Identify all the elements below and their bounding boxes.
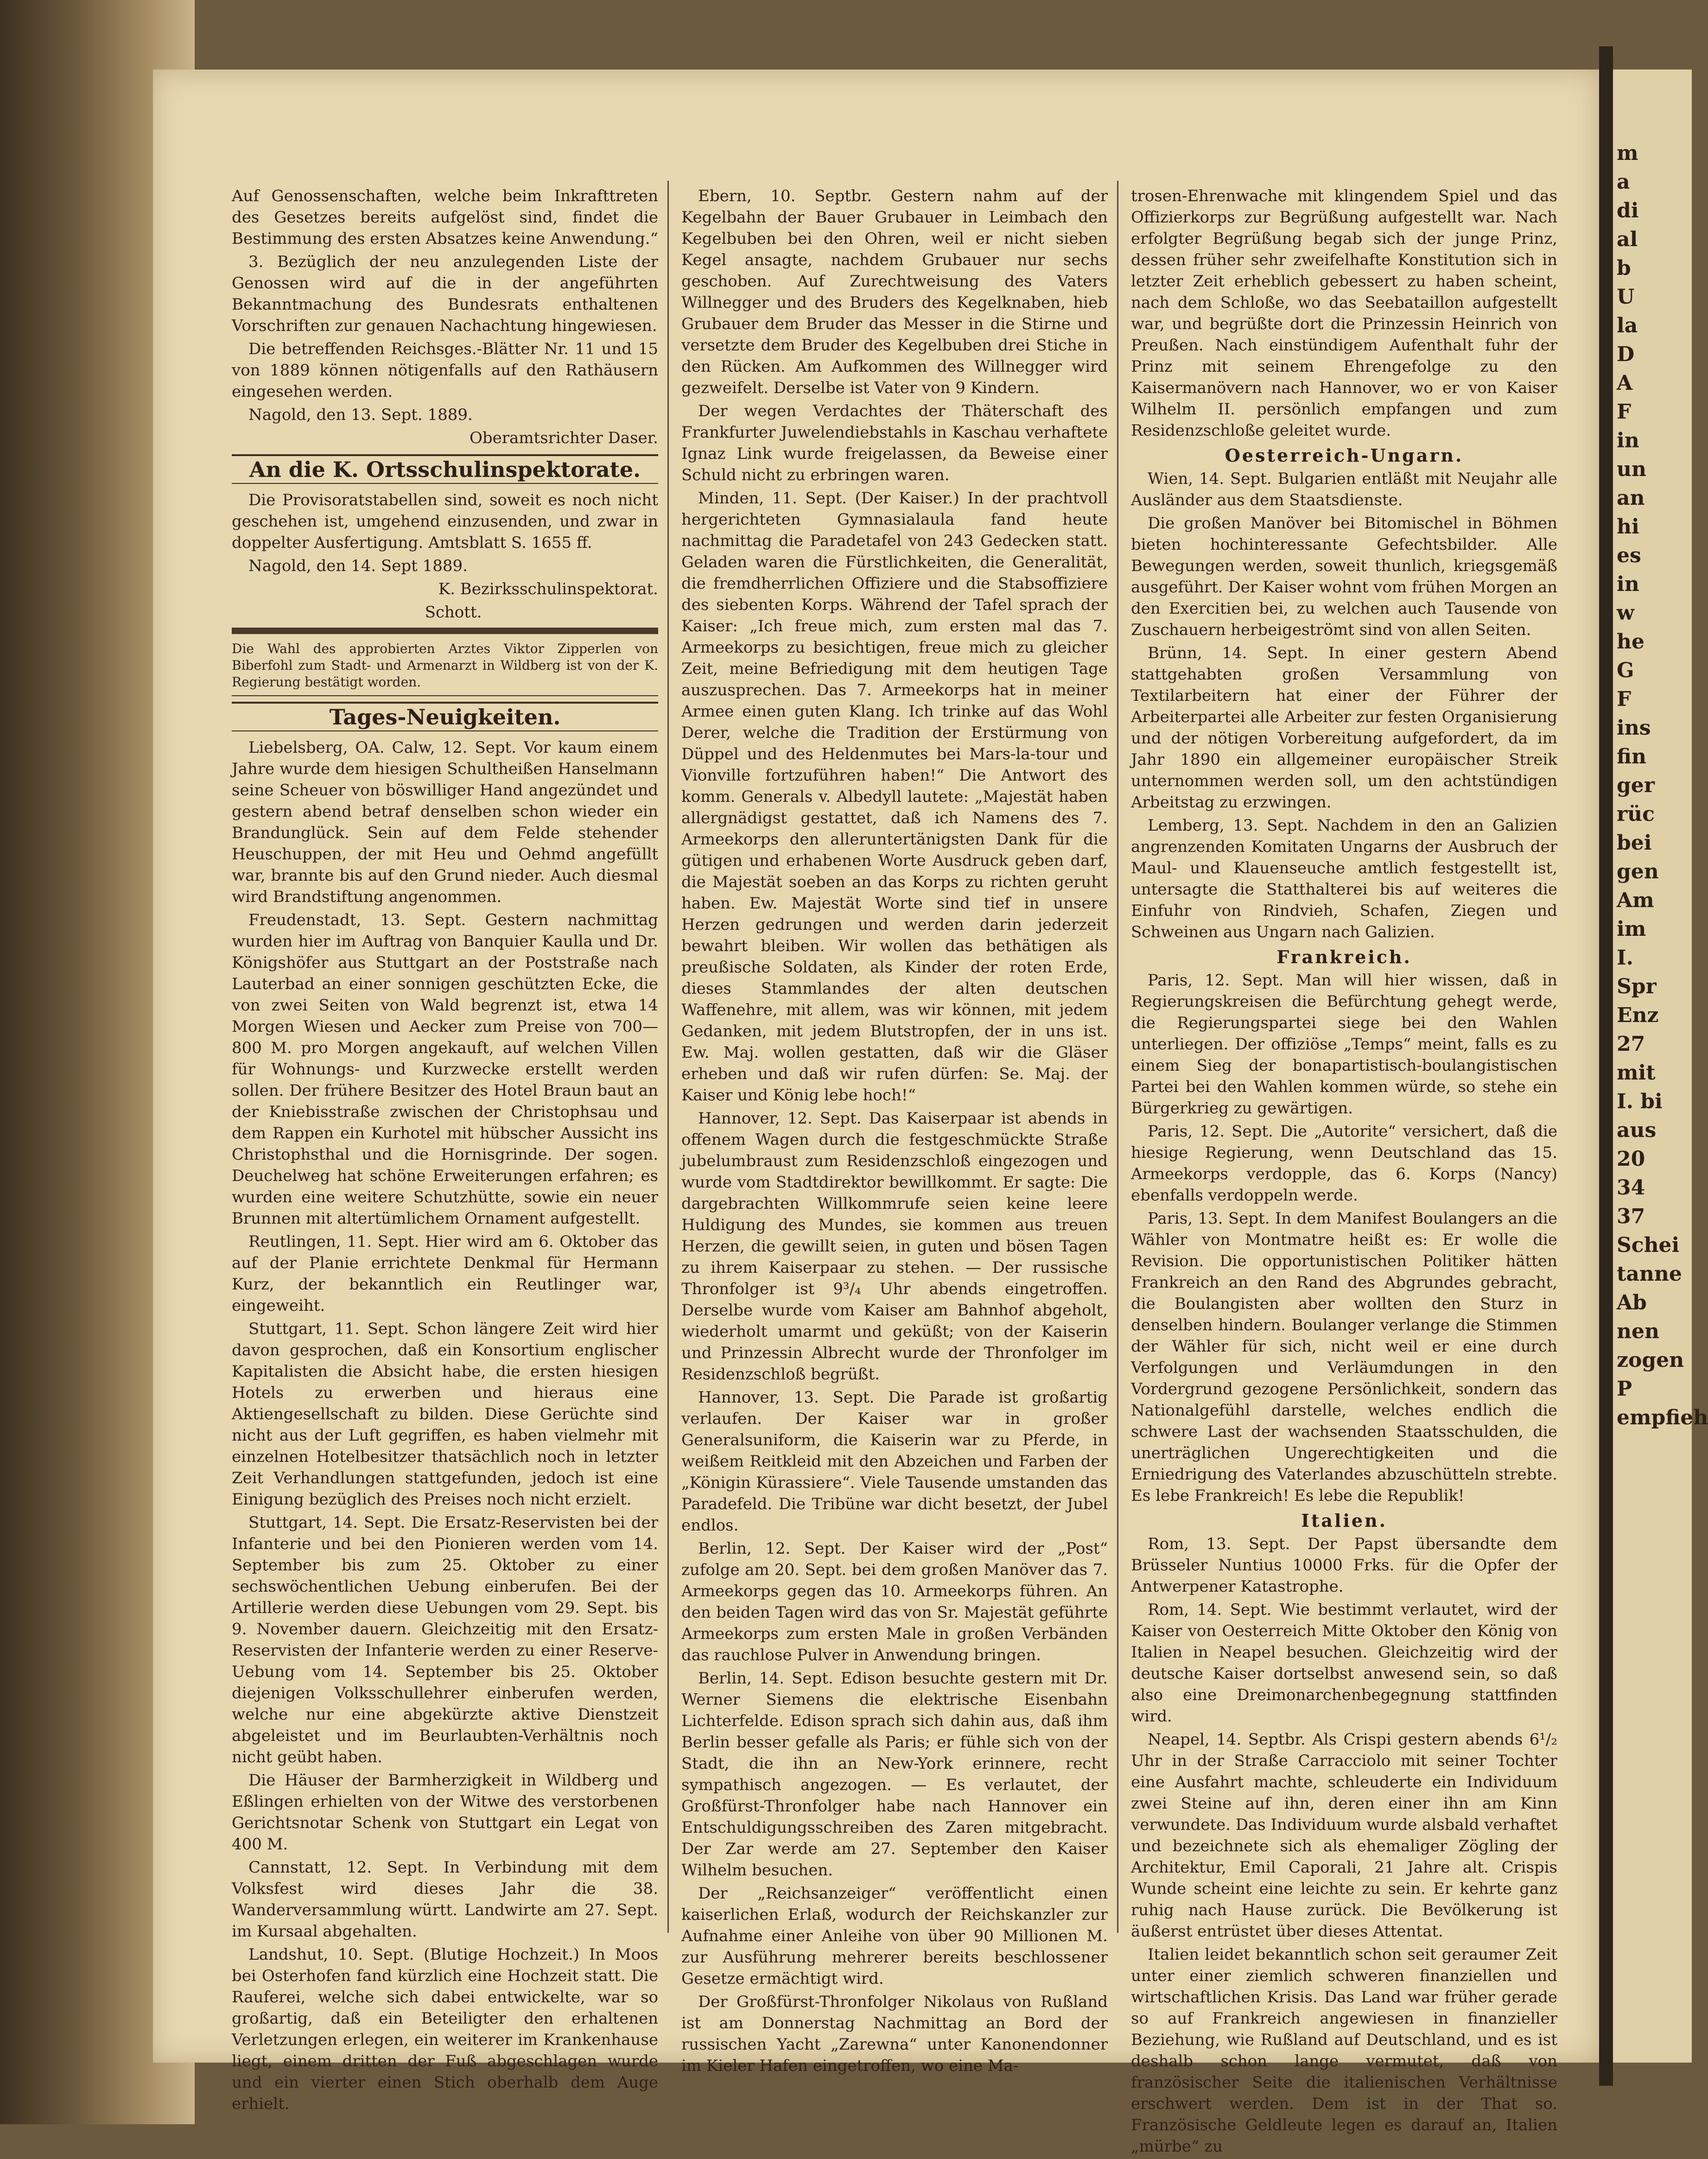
adjacent-page-fragment: he — [1617, 630, 1645, 654]
adjacent-page-fragment: la — [1617, 314, 1638, 337]
news-item: Hannover, 12. Sept. Das Kaiserpaar ist abends in offenem Wagen durch die festgeschmückte Straße jubelumbraust zum Residenzschloß eingezogen und wurde vom Stadtdirektor bewillkommt. Er sagte: Die dargebrachten Willkommrufe seien keine leere Huldigung des Mundes, sie kommen aus treuen Herzen, die gewillt seien, in guten und bösen Tagen zu ihrem Kaiserpaar zu stehen. — Der russische Thronfolger ist 9³/₄ Uhr abends eingetroffen. Derselbe wurde vom Kaiser am Bahnhof abgeholt, wiederholt umarmt und geküßt; von der Kaiserin und Prinzessin Albrecht wurde der Thronfolger im Residenzschloß begrüßt. — [681, 1109, 1108, 1384]
column-3 — [1131, 185, 1557, 2159]
news-item: Ebern, 10. Septbr. Gestern nahm auf der Kegelbahn der Bauer Grubauer in Leimbach den Kegelbuben bei den Ohren, weil er nicht sieben Kegel ansagte, nachdem Grubauer nur sechs geschoben. Auf Zurechtweisung des Vaters Willnegger und des Bruders des Kegelknaben, hieb Grubauer dem Bruder das Messer in die Stirne und versetzte dem Bruder des Kegelbuben drei Stiche in den Rücken. Am Aufkommen des Willnegger wird gezweifelt. Derselbe ist Vater von 9 Kindern. — [681, 187, 1108, 397]
adjacent-page-fragment: a — [1617, 170, 1630, 194]
adjacent-page-fragment: bei — [1617, 831, 1652, 855]
adjacent-page-fragment: in — [1617, 429, 1639, 452]
article-text: Die betreffenden Reichsges.-Blätter Nr. 11 und 15 von 1889 können nötigenfalls auf den Rathäusern eingesehen werden. — [232, 340, 658, 401]
country-heading: Italien. — [1301, 1510, 1387, 1531]
adjacent-page-fragment: tanne — [1617, 1262, 1682, 1286]
adjacent-page-fragment: an — [1617, 486, 1645, 510]
column-rule-2 — [1117, 181, 1118, 1933]
news-item: Hannover, 13. Sept. Die Parade ist großartig verlaufen. Der Kaiser war in großer Generalsuniform, die Kaiserin war zu Pferde, in weißem Reitkleid mit den Abzeichen und Farben der „Königin Kürassiere“. Viele Tausende umstanden das Paradefeld. Die Tribüne war dicht besetzt, der Jubel endlos. — [681, 1388, 1108, 1535]
page-gutter — [1599, 46, 1613, 2086]
news-item: Die Häuser der Barmherzigkeit in Wildberg und Eßlingen erhielten von der Witwe des verstorbenen Gerichtsnotar Schenk von Stuttgart ein Legat von 400 M. — [232, 1771, 658, 1854]
news-item: Wien, 14. Sept. Bulgarien entläßt mit Neujahr alle Ausländer aus dem Staatsdienste. — [1131, 470, 1557, 509]
adjacent-page-fragment: di — [1617, 199, 1639, 222]
adjacent-page-fragment: mit — [1617, 1061, 1656, 1085]
column-1 — [232, 185, 658, 2116]
adjacent-page-fragment: es — [1617, 544, 1641, 567]
column-rule-1 — [667, 181, 669, 1933]
news-item: Rom, 13. Sept. Der Papst übersandte dem Brüsseler Nuntius 10000 Frks. für die Opfer der Antwerpener Katastrophe. — [1131, 1535, 1557, 1596]
adjacent-page-fragment: U — [1617, 285, 1635, 309]
adjacent-page-fragment: ger — [1617, 774, 1655, 797]
adjacent-page-fragment: Schei — [1617, 1233, 1680, 1257]
news-item: Stuttgart, 14. Sept. Die Ersatz-Reservisten bei der Infanterie und bei den Pionieren werden vom 14. September bis zum 25. Oktober zu einer sechswöchentlichen Uebung einberufen. Bei der Artillerie werden diese Uebungen vom 29. Sept. bis 9. November dauern. Gleichzeitig mit den Ersatz-Reservisten der Infanterie werden zu einer Reserve-Uebung vom 14. September bis 25. Oktober diejenigen Volksschullehrer einberufen werden, welche nur eine abgekürzte aktive Dienstzeit abgeleistet und im Beurlaubten-Verhältnis noch nicht geübt haben. — [232, 1513, 658, 1766]
adjacent-page-fragment: ins — [1617, 716, 1651, 740]
country-heading: Frankreich. — [1276, 946, 1412, 967]
article-text: 3. Bezüglich der neu anzulegenden Liste der Genossen wird auf die in der angeführten Bekanntmachung des Bundesrats enthaltenen Vorschriften zur genauen Nachachtung hingewiesen. — [232, 253, 658, 335]
signature-office: K. Bezirksschulinspektorat. — [438, 580, 658, 598]
adjacent-page-fragment: D — [1617, 343, 1635, 366]
section-heading: An die K. Ortsschulinspektorate. — [232, 454, 658, 484]
news-item: Neapel, 14. Septbr. Als Crispi gestern abends 6¹/₂ Uhr in der Straße Carracciolo mit seiner Tochter eine Ausfahrt machte, schleuderte ein Individuum zwei Steine auf ihn, deren einer ihn am Kinn verwundete. Das Individuum wurde alsbald verhaftet und bezeichnete sich als ehemaliger Zögling der Architektur, Emil Caporali, 21 Jahre alt. Crispis Wunde scheint eine leichte zu sein. Er kehrte ganz ruhig nach Hause zurück. Die Bevölkerung ist äußerst entrüstet über dieses Attentat. — [1131, 1730, 1558, 1941]
news-item: Berlin, 12. Sept. Der Kaiser wird der „Post“ zufolge am 20. Sept. bei dem großen Manöver das 7. Armeekorps gegen das 10. Armeekorps führen. An den beiden Tagen wird das von Sr. Majestät geführte Armeekorps zum ersten Male in großen Verbänden das rauchlose Pulver in Anwendung bringen. — [681, 1539, 1108, 1664]
column-2 — [681, 185, 1108, 2078]
news-item: Freudenstadt, 13. Sept. Gestern nachmittag wurden hier im Auftrag von Banquier Kaulla und Dr. Königshöfer aus Stuttgart an der Poststraße nach Lauterbad an einer sonnigen geschützten Ecke, die von zwei Seiten von Wald begrenzt ist, etwa 14 Morgen Wiesen und Aecker zum Preise von 700—800 M. pro Morgen angekauft, auf welchen Villen für Wohnungs- und Kurzwecke erstellt werden sollen. Der frühere Besitzer des Hotel Braun baut an der Kniebisstraße zwischen der Christophsau und dem Rappen ein Kurhotel mit hübscher Aussicht ins Christophsthal und die Hornisgrinde. Der sogen. Deuchelweg hat schöne Erweiterungen erfahren; es wurden eine weitere Schutzhütte, sowie ein neuer Brunnen mit altertümlichem Ornament aufgestellt. — [232, 911, 658, 1228]
adjacent-page-fragment: 20 — [1617, 1147, 1645, 1171]
news-item: Paris, 12. Sept. Die „Autorite“ versichert, daß die hiesige Regierung, wenn Deutschland das 15. Armeekorps verdopple, das 6. Korps (Nancy) ebenfalls verdoppeln werde. — [1131, 1122, 1557, 1205]
news-item: Der wegen Verdachtes der Thäterschaft des Frankfurter Juwelendiebstahls in Kaschau verhaftete Ignaz Link wurde freigelassen, da Beweise einer Schuld nicht zu erbringen waren. — [681, 402, 1108, 484]
signature-place: Nagold, den 13. Sept. 1889. — [248, 406, 473, 424]
news-item: Paris, 12. Sept. Man will hier wissen, daß in Regierungskreisen die Befürchtung gehegt werde, die Regierungspartei siege bei den Wahlen unterliegen. Der offiziöse „Temps“ meint, falls es zu einem Sieg der bonapartistisch-boulangistischen Partei bei den Wahlen kommen würde, so stehe ein Bürgerkrieg zu gewärtigen. — [1131, 971, 1557, 1118]
adjacent-page-fragment: hi — [1617, 515, 1639, 539]
adjacent-page-fragment: 34 — [1617, 1176, 1645, 1200]
adjacent-page-fragment: zogen — [1617, 1348, 1684, 1372]
news-item: Paris, 13. Sept. In dem Manifest Boulangers an die Wähler von Montmatre heißt es: Er wolle die Revision. Die opportunistischen Politiker hätten Frankreich an den Rand des Abgrundes gebracht, die Boulangisten aber wollten den Sturz in denselben hindern. Boulanger verlange die Stimmen der Wähler für sich, nicht weil er eine durch Verfolgungen und Verläumdungen in den Vordergrund gezogene Persönlichkeit, sondern das Nationalgefühl darstelle, welches endlich die schwere Last der wachsenden Staatsschulden, die unerträglichen Ungerechtigkeiten und die Erniedrigung des Vaterlandes abzuschütteln strebte. Es lebe Frankreich! Es lebe die Republik! — [1131, 1209, 1557, 1505]
news-item: Stuttgart, 11. Sept. Schon längere Zeit wird hier davon gesprochen, daß ein Konsortium englischer Kapitalisten die Absicht habe, die ersten hiesigen Hotels zu erwerben und hieraus eine Aktiengesellschaft zu bilden. Diese Gerüchte sind nicht aus der Luft gegriffen, es haben vielmehr mit einzelnen Hotelbesitzer thatsächlich noch in letzter Zeit Verhandlungen stattgefunden, jedoch ist eine Einigung bezüglich des Preises noch nicht erzielt. — [232, 1320, 658, 1509]
adjacent-page-fragment: Ab — [1617, 1291, 1647, 1314]
adjacent-page-fragment: F — [1617, 400, 1632, 424]
adjacent-page-fragment: m — [1617, 141, 1638, 165]
adjacent-page-fragment: w — [1617, 601, 1634, 625]
signature-name: Schott. — [425, 603, 482, 622]
adjacent-page-fragment: b — [1617, 256, 1631, 280]
adjacent-page-fragment: gen — [1617, 860, 1659, 883]
news-item: trosen-Ehrenwache mit klingendem Spiel und das Offizierkorps zur Begrüßung aufgestellt war. Nach erfolgter Begrüßung begab sich der junge Prinz, dessen früher sehr zweifelhafte Konstitution sich in letzter Zeit erheblich gebessert zu haben scheint, nach dem Schloße, wo das Seebataillon aufgestellt war, und begrüßte dort die Prinzessin Heinrich von Preußen. Nach einstündigem Aufenthalt fuhr der Prinz mit seinem Ehrengefolge zu den Kaisermanövern nach Hannover, wo er von Kaiser Wilhelm II. persönlich empfangen und zum Residenzschloße geleitet wurde. — [1131, 187, 1557, 440]
news-item: Der „Reichsanzeiger“ veröffentlicht einen kaiserlichen Erlaß, wodurch der Reichskanzler zur Aufnahme einer Anleihe von über 90 Millionen M. zur Ausführung mehrerer bereits beschlossener Gesetze ermächtigt wird. — [681, 1884, 1108, 1988]
news-item: Reutlingen, 11. Sept. Hier wird am 6. Oktober das auf der Planie errichtete Denkmal für Hermann Kurz, der bekanntlich ein Reutlinger war, eingeweiht. — [232, 1232, 658, 1315]
adjacent-page-fragment: nen — [1617, 1320, 1659, 1343]
newspaper-page — [153, 70, 1599, 2156]
adjacent-page-fragment: P — [1617, 1377, 1632, 1401]
adjacent-page-fragment: rüc — [1617, 802, 1655, 826]
adjacent-page-fragment: F — [1617, 687, 1632, 711]
adjacent-page-fragment: Am — [1617, 889, 1654, 912]
news-item: Die großen Manöver bei Bitomischel in Böhmen bieten hochinteressante Gefechtsbilder. Alle Bewegungen werden, soweit thunlich, kriegsgemäß ausgeführt. Der Kaiser wohnt vom frühen Morgen an den Exercitien bei, zu welchen auch Tausende von Zuschauern herbeigeströmt sind von allen Seiten. — [1131, 514, 1557, 639]
news-item: Lemberg, 13. Sept. Nachdem in den an Galizien angrenzenden Komitaten Ungarns der Ausbruch der Maul- und Klauenseuche amtlich festgestellt ist, untersagte die Statthalterei bis auf weiteres die Einfuhr von Rindvieh, Schafen, Ziegen und Schweinen aus Ungarn nach Galizien. — [1131, 816, 1557, 941]
news-item: Berlin, 14. Sept. Edison besuchte gestern mit Dr. Werner Siemens die elektrische Eisenbahn Lichterfelde. Edison sprach sich dahin aus, daß ihm Berlin besser gefalle als Paris; er fühle sich von der Stadt, die ihn an New-York erinnere, recht sympathisch angezogen. — Es verlautet, der Großfürst-Thronfolger habe nach Hannover ein Entschuldigungsschreiben des Zaren mitgebracht. Der Zar werde am 27. September den Kaiser Wilhelm besuchen. — [681, 1669, 1108, 1880]
adjacent-page-fragment: im — [1617, 917, 1646, 941]
news-item: Italien leidet bekanntlich schon seit geraumer Zeit unter einer ziemlich schweren finanziellen und wirtschaftlichen Krisis. Das Land war früher gerade so auf Frankreich angewiesen in finanzieller Beziehung, wie Rußland auf Deutschland, und es ist deshalb schon lange vermutet, daß von französischer Seite die italienischen Verhältnisse erschwert werden. Dem ist in der That so. Französische Geldleute legen es darauf an, Italien „mürbe“ zu — [1131, 1945, 1557, 2156]
article-text: Auf Genossenschaften, welche beim Inkrafttreten des Gesetzes bereits aufgelöst sind, findet die Bestimmung des ersten Absatzes keine Anwendung.“ — [232, 187, 658, 248]
news-item: Minden, 11. Sept. (Der Kaiser.) In der prachtvoll hergerichteten Gymnasialaula fand heute nachmittag die Paradetafel von 243 Gedecken statt. Geladen waren die Fürstlichkeiten, die Generalität, die fremdherrlichen Offiziere und die Stabsoffiziere des siebenten Korps. Während der Tafel sprach der Kaiser: „Ich freue mich, zum ersten mal das 7. Armeekorps zu besichtigen, freue mich zu gleicher Zeit, meine Befriedigung mit dem heutigen Tage auszusprechen. Das 7. Armeekorps hat in meiner Armee einen guten Klang. Ich trinke auf das Wohl Derer, welche die Tradition der Erstürmung von Düppel und des Heldenmutes bei Mars-la-tour und Vionville fortzuführen haben!“ Die Antwort des komm. Generals v. Albedyll lautete: „Majestät haben allergnädigst gestattet, daß ich Namens des 7. Armeekorps den alleruntertänigsten Dank für die gütigen und erhabenen Worte Ausdruck geben darf, die Majestät soeben an das Korps zu richten geruht haben. Ew. Majestät Worte sind tief in unsere Herzen gedrungen und werden darin jederzeit bewahrt bleiben. Wir wollen das bethätigen als preußische Soldaten, als Kinder der roten Erde, dieses Stammlandes der alten deutschen Waffenehre, mit allem, was wir können, mit jedem Gedanken, mit jedem Blutstropfen, der in uns ist. Ew. Maj. wollen gestatten, daß wir die Gläser erheben und daß wir rufen dürfen: Se. Maj. der Kaiser und König lebe hoch!“ — [681, 489, 1108, 1105]
adjacent-page-fragment: I. bi — [1617, 1090, 1663, 1113]
country-heading: Oesterreich-Ungarn. — [1225, 445, 1464, 466]
adjacent-page-fragment: in — [1617, 572, 1639, 596]
news-item: Brünn, 14. Sept. In einer gestern Abend stattgehabten großen Versammlung von Textilarbeitern hat einer der Führer der Arbeiterpartei alle Arbeiter zur festen Organisierung und der nötigen Vorbereitung aufgefordert, da im Jahr 1890 ein allgemeiner europäischer Streik unternommen werden soll, um den achtstündigen Arbeitstag zu erzwingen. — [1131, 644, 1557, 812]
adjacent-page-fragment: al — [1617, 228, 1638, 251]
adjacent-page — [1613, 70, 1708, 2063]
adjacent-page-fragment: Enz — [1617, 1003, 1659, 1027]
news-item: Cannstatt, 12. Sept. In Verbindung mit dem Volksfest wird dieses Jahr die 38. Wanderversammlung württ. Landwirte am 27. Sept. im Kursaal abgehalten. — [232, 1858, 658, 1941]
section-heading: Tages-Neuigkeiten. — [232, 702, 658, 731]
signature-place: Nagold, den 14. Sept 1889. — [248, 557, 468, 575]
news-item: Der Großfürst-Thronfolger Nikolaus von Rußland ist am Donnerstag Nachmittag an Bord der russischen Yacht „Zarewna“ unter Kanonendonner im Kieler Hafen eingetroffen, wo eine Ma- — [681, 1993, 1108, 2075]
signature-name: Oberamtsrichter Daser. — [470, 429, 658, 447]
news-item: Liebelsberg, OA. Calw, 12. Sept. Vor kaum einem Jahre wurde dem hiesigen Schultheißen Hanselmann seine Scheuer von böswilliger Hand angezündet und gestern abend betraf denselben schon wieder ein Brandunglück. Sein auf dem Felde stehender Heuschuppen, der mit Heu und Oehmd angefüllt war, brannte bis auf den Grund nieder. Auch diesmal wird Brandstiftung angenommen. — [232, 738, 658, 906]
official-notice: Die Wahl des approbierten Arztes Viktor Zipperlen von Biberfohl zum Stadt- und Armenarzt in Wildberg ist von der K. Regierung bestätigt worden. — [232, 628, 658, 696]
adjacent-page-fragment: fin — [1617, 745, 1646, 768]
news-item: Rom, 14. Sept. Wie bestimmt verlautet, wird der Kaiser von Oesterreich Mitte Oktober den König von Italien in Neapel besuchen. Gleichzeitig wird der deutsche Kaiser dortselbst anwesend sein, so daß also eine Dreimonarchenbegegnung stattfinden wird. — [1131, 1600, 1557, 1726]
adjacent-page-fragment: un — [1617, 457, 1646, 481]
article-text: Die Provisoratstabellen sind, soweit es noch nicht geschehen ist, umgehend einzusenden, und zwar in doppelter Ausfertigung. Amtsblatt S. 1655 ff. — [232, 491, 658, 552]
adjacent-page-fragment: Spr — [1617, 975, 1657, 998]
news-item: Landshut, 10. Sept. (Blutige Hochzeit.) In Moos bei Osterhofen fand kürzlich eine Hochzeit statt. Die Rauferei, welche sich dabei entwickelte, war so großartig, daß ein Beteiligter den erhaltenen Verletzungen erlegen, ein weiterer im Krankenhause liegt, einem dritten der Fuß abgeschlagen wurde und ein vierter einen Stich oberhalb dem Auge erhielt. — [232, 1945, 658, 2113]
adjacent-page-fragment: I. — [1617, 946, 1633, 970]
adjacent-page-fragment: A — [1617, 371, 1633, 395]
adjacent-page-fragment: empfieh — [1617, 1406, 1708, 1429]
adjacent-page-fragment: 37 — [1617, 1205, 1645, 1228]
adjacent-page-fragment: G — [1617, 659, 1634, 682]
adjacent-page-fragment: 27 — [1617, 1032, 1645, 1056]
adjacent-page-fragment: aus — [1617, 1118, 1657, 1142]
